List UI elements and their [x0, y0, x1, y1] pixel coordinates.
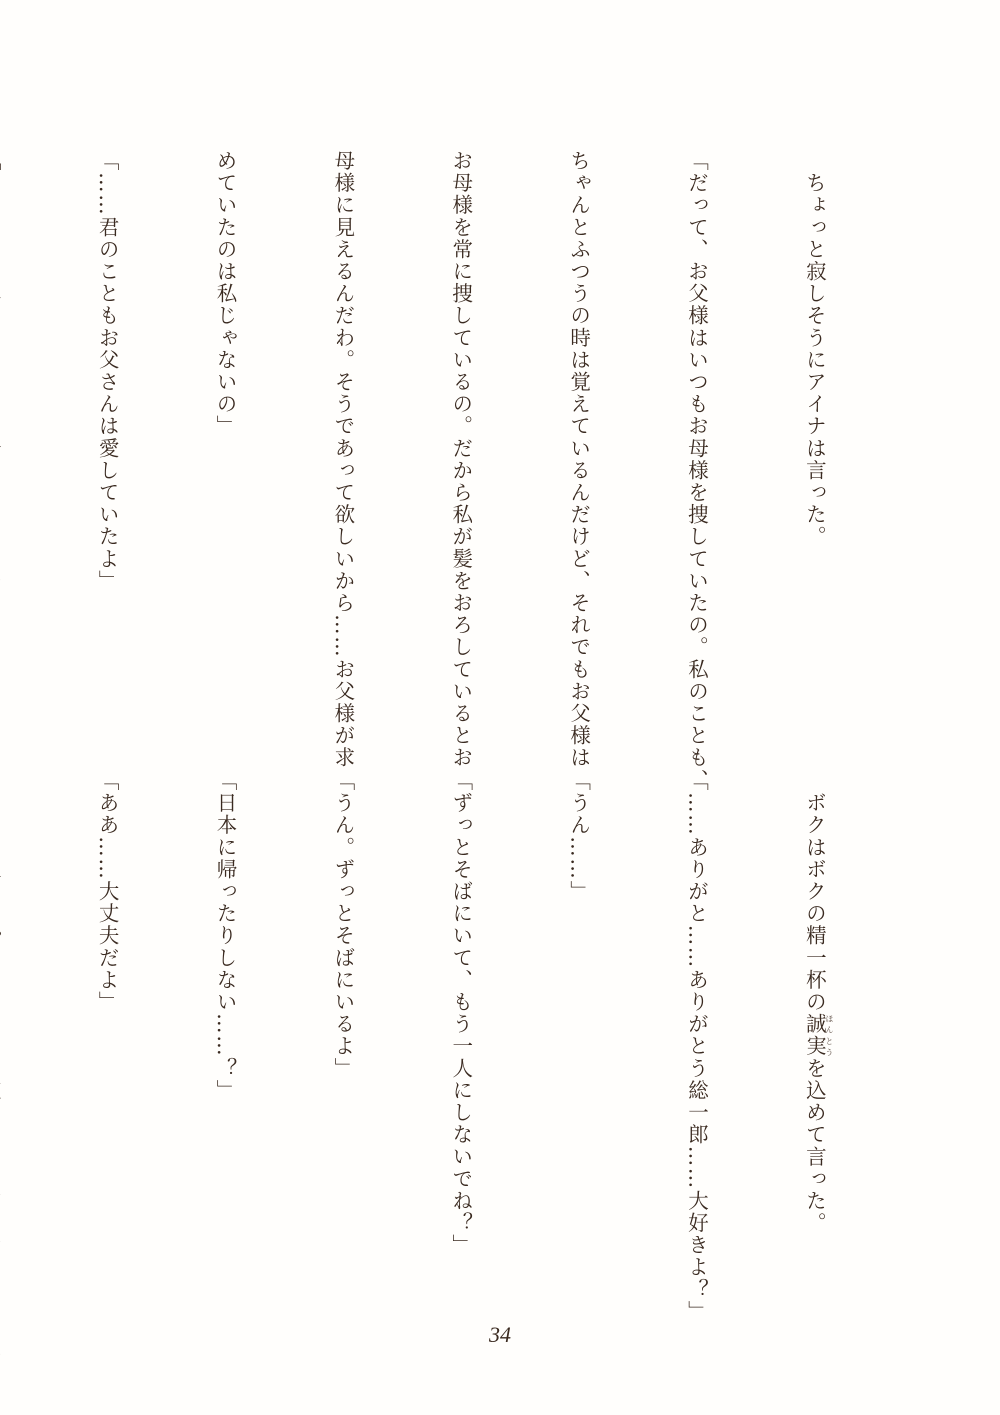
- text-line: ちょっと寂しそうにアイナは言った。: [802, 150, 827, 548]
- top-text-block: [82, 150, 912, 791]
- text-line: 「……ありがと……ありがとう総一郎……大好きよ？」: [684, 770, 709, 1323]
- text-line: 「だって、お父様はいつもお母様を捜していたの。私のことも、: [684, 150, 709, 791]
- text-line: 「……君のこともお父さんは愛していたよ」: [95, 150, 120, 592]
- bottom-text-block: [82, 770, 912, 1323]
- text-line: [0, 150, 8, 710]
- ruby-text: ほんとう: [824, 1013, 834, 1058]
- text-line: 母様に見えるんだわ。そうであって欲しいから……お父様が求: [330, 150, 355, 769]
- text-line: 「うん。ずっとそばにいるよ」: [330, 770, 355, 1080]
- text-line: ちゃんとふつうの時は覚えているんだけど、それでもお父様は: [566, 150, 591, 769]
- text-line: 「うん……」: [566, 770, 591, 903]
- text-line: [0, 770, 8, 1310]
- ruby-annotation: [802, 1013, 834, 1058]
- ruby-base: 誠実: [802, 1013, 827, 1058]
- page-number: 34: [489, 1322, 511, 1347]
- text-line-with-ruby: [794, 770, 833, 1310]
- text-line: 「日本に帰ったりしない……？」: [212, 770, 237, 1102]
- text-line: 「ずっとそばにいて、もう一人にしないでね？」: [448, 770, 473, 1257]
- text-fragment: ボクはボクの精一杯の: [802, 770, 827, 1014]
- text-line: めていたのは私じゃないの」: [212, 150, 237, 438]
- text-line: 「ああ……大丈夫だよ」: [95, 770, 120, 1014]
- text-line: お母様を常に捜しているの。だから私が髪をおろしているとお: [448, 150, 473, 769]
- text-fragment: を込めて言った。: [802, 1057, 827, 1235]
